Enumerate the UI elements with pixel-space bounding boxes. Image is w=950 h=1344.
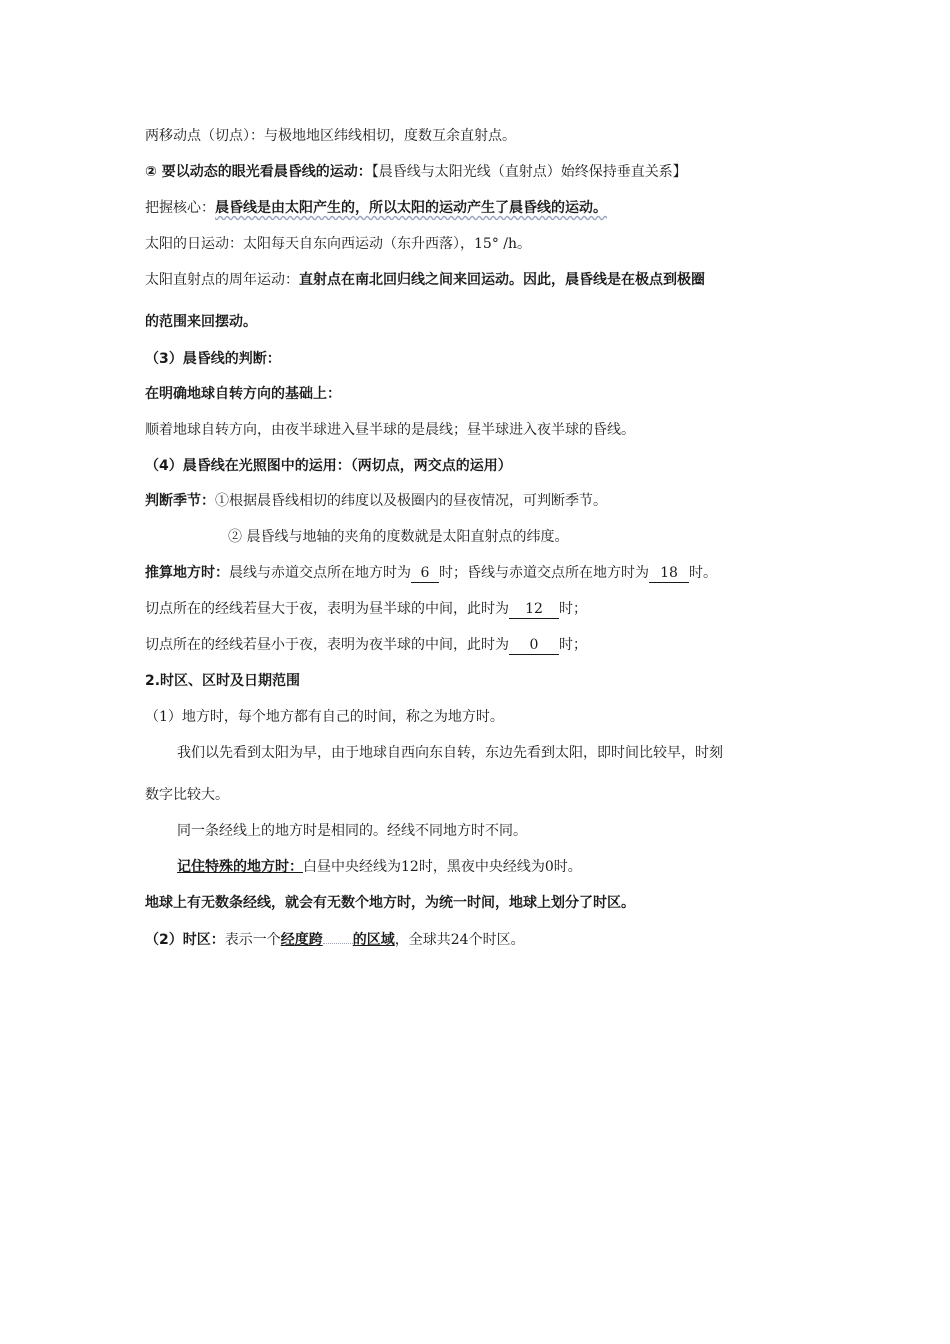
zone-count-text: ，全球共24个时区。	[394, 932, 525, 948]
hour-suffix: 时；	[559, 601, 587, 617]
text-line-local-time-calc	[145, 563, 717, 583]
hour-suffix: 时；	[559, 637, 587, 653]
special-local-time-label: 记住特殊的地方时：	[177, 859, 303, 875]
answer-blank-midnight: 0	[509, 637, 559, 655]
text-line-dawn-dusk-rule: 顺着地球自转方向，由夜半球进入昼半球的是晨线；昼半球进入夜半球的昏线。	[145, 422, 635, 438]
text-line-larger-number: 数字比较大。	[145, 787, 229, 803]
answer-blank-dawn: 6	[411, 565, 439, 583]
text-line-local-time-definition: （1）地方时，每个地方都有自己的时间，称之为地方时。	[145, 709, 504, 725]
special-local-time-rule: 白昼中央经线为12时，黑夜中央经线为0时。	[303, 859, 582, 875]
annual-motion-statement: 直射点在南北回归线之间来回运动。因此，晨昏线是在极点到极圈	[299, 272, 705, 288]
region-word: 的区域	[352, 932, 395, 948]
text-line-season-judgement	[145, 491, 607, 511]
text-line-annual-motion	[145, 270, 705, 290]
text-line-core	[145, 198, 607, 218]
hour-suffix: 时。	[689, 565, 717, 581]
longitude-span-blank: 经度跨	[280, 932, 323, 948]
text-line-tangent-night	[145, 635, 587, 655]
dynamic-view-note: 【晨昏线与太阳光线（直射点）始终保持垂直关系】	[371, 164, 687, 180]
fill-in-blank	[323, 929, 353, 944]
section-heading-time-zones: 2.时区、区时及日期范围	[145, 673, 301, 689]
tangent-day-text: 切点所在的经线若昼大于夜，表明为昼半球的中间，此时为	[145, 601, 509, 617]
time-zone-label: （2）时区：	[145, 932, 225, 948]
core-statement: 晨昏线是由太阳产生的，所以太阳的运动产生了晨昏线的运动。	[215, 200, 607, 216]
section-heading-application: （4）晨昏线在光照图中的运用：（两切点，两交点的运用）	[145, 458, 512, 474]
text-line-swing-range: 的范围来回摆动。	[145, 314, 257, 330]
time-zone-text: 表示一个	[224, 932, 281, 948]
text-line-time-zone-definition	[145, 929, 525, 950]
text-line-same-meridian: 同一条经线上的地方时是相同的。经线不同地方时不同。	[177, 823, 527, 839]
dusk-equator-text: 时；昏线与赤道交点所在地方时为	[439, 565, 649, 581]
section-heading-judgement: （3）晨昏线的判断：	[145, 351, 281, 367]
season-rule: ①根据晨昏线相切的纬度以及极圈内的昼夜情况，可判断季节。	[215, 493, 607, 509]
text-line-rotation-basis: 在明确地球自转方向的基础上：	[145, 386, 341, 402]
tangent-night-text: 切点所在的经线若昼小于夜，表明为夜半球的中间，此时为	[145, 637, 509, 653]
annual-motion-label: 太阳直射点的周年运动：	[145, 272, 299, 288]
text-line-tangent-day	[145, 599, 587, 619]
text-line-tangent-points: 两移动点（切点）：与极地地区纬线相切，度数互余直射点。	[145, 128, 516, 144]
text-line-daily-motion: 太阳的日运动：太阳每天自东向西运动（东升西落），15° /h。	[145, 236, 531, 252]
core-label: 把握核心：	[145, 200, 215, 216]
dynamic-view-heading: ② 要以动态的眼光看晨昏线的运动：	[145, 164, 372, 180]
text-line-unified-time: 地球上有无数条经线，就会有无数个地方时，为统一时间，地球上划分了时区。	[145, 895, 635, 911]
local-time-label: 推算地方时：	[145, 565, 229, 581]
text-line-sunrise-east: 我们以先看到太阳为早，由于地球自西向东自转，东边先看到太阳，即时间比较早，时刻	[177, 745, 723, 761]
season-label: 判断季节：	[145, 493, 215, 509]
answer-blank-noon: 12	[509, 601, 559, 619]
answer-blank-dusk: 18	[649, 565, 689, 583]
text-line-axis-angle: ② 晨昏线与地轴的夹角的度数就是太阳直射点的纬度。	[228, 529, 569, 545]
dawn-equator-text: 晨线与赤道交点所在地方时为	[229, 565, 411, 581]
text-line-dynamic-view	[145, 162, 687, 182]
text-line-special-local-time	[177, 857, 582, 877]
